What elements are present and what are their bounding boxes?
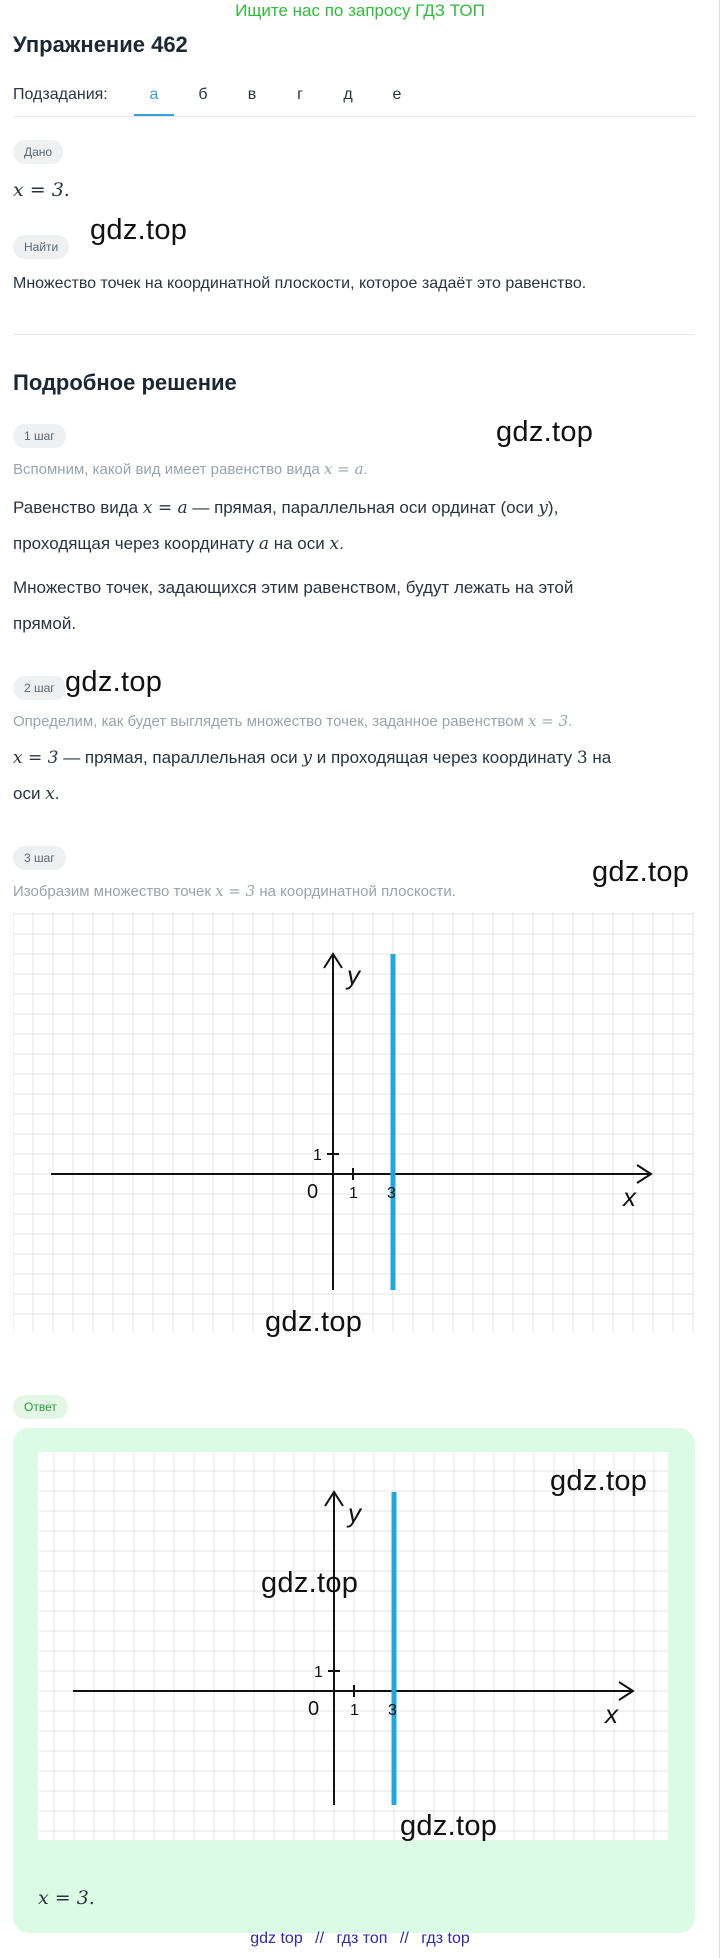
answer-chip: Ответ bbox=[13, 1395, 68, 1419]
y-axis-label: y bbox=[348, 1498, 361, 1528]
y-tick-label: 1 bbox=[313, 1147, 322, 1164]
watermark: gdz.top bbox=[400, 1810, 498, 1842]
x-tick-label: 1 bbox=[349, 1185, 358, 1202]
watermark: gdz.top bbox=[261, 1567, 359, 1599]
step1-paragraph2-line1: Множество точек, задающихся этим равенством, будут лежать на этой bbox=[13, 578, 574, 597]
top-banner: Ищите нас по запросу ГДЗ ТОП bbox=[235, 1, 485, 20]
step1-chip: 1 шаг bbox=[13, 424, 66, 448]
step1-hint: Вспомним, какой вид имеет равенство вида x = a. bbox=[13, 460, 368, 478]
page-title: Упражнение 462 bbox=[13, 32, 188, 57]
step1-paragraph1-line1: Равенство вида x = a — прямая, параллельная оси ординат (оси y), bbox=[13, 498, 559, 518]
solution-title: Подробное решение bbox=[13, 370, 237, 395]
step1-paragraph1-line2: проходящая через координату a на оси x. bbox=[13, 534, 344, 554]
given-chip: Дано bbox=[13, 140, 63, 164]
tab-e[interactable]: е bbox=[392, 86, 402, 103]
step3-hint: Изобразим множество точек x = 3 на координатной плоскости. bbox=[13, 882, 456, 900]
footer-link[interactable]: gdz top bbox=[250, 1930, 303, 1947]
coordinate-plane bbox=[13, 912, 695, 1332]
tab-b[interactable]: б bbox=[198, 86, 208, 103]
x-tick-label: 3 bbox=[388, 1702, 397, 1719]
watermark: gdz.top bbox=[496, 416, 594, 448]
watermark: gdz.top bbox=[265, 1306, 363, 1338]
given-expression: x = 3. bbox=[13, 179, 70, 201]
footer-link[interactable]: гдз топ bbox=[336, 1930, 388, 1947]
subtasks-bar bbox=[13, 86, 695, 117]
step2-paragraph-line2: оси x. bbox=[13, 784, 60, 804]
step2-chip: 2 шаг bbox=[13, 676, 66, 700]
origin-label: 0 bbox=[307, 1181, 319, 1203]
tab-v[interactable]: в bbox=[247, 86, 257, 103]
footer-links bbox=[0, 1930, 720, 1948]
footer-separator: // bbox=[315, 1930, 325, 1947]
subtasks-label: Подзадания: bbox=[13, 86, 108, 103]
find-chip: Найти bbox=[13, 235, 69, 259]
x-axis-label: x bbox=[623, 1182, 636, 1212]
watermark: gdz.top bbox=[592, 856, 690, 888]
footer-separator: // bbox=[399, 1930, 409, 1947]
step1-paragraph2-line2: прямой. bbox=[13, 614, 77, 633]
step3-chip: 3 шаг bbox=[13, 846, 66, 870]
section-divider bbox=[13, 334, 695, 335]
answer-expression: x = 3. bbox=[38, 1887, 95, 1909]
find-text: Множество точек на координатной плоскости, которое задаёт это равенство. bbox=[13, 275, 587, 292]
x-tick-label: 3 bbox=[387, 1185, 396, 1202]
step2-paragraph-line1: x = 3 — прямая, параллельная оси y и проходящая через координату 3 на bbox=[13, 748, 612, 768]
x-tick-label: 1 bbox=[350, 1702, 359, 1719]
answer-coordinate-plane bbox=[38, 1452, 668, 1840]
y-tick-label: 1 bbox=[314, 1664, 323, 1681]
watermark: gdz.top bbox=[65, 666, 163, 698]
tab-d[interactable]: д bbox=[343, 86, 353, 103]
footer-link[interactable]: гдз top bbox=[421, 1930, 470, 1947]
origin-label: 0 bbox=[308, 1698, 320, 1720]
step2-hint: Определим, как будет выглядеть множество точек, заданное равенством x = 3. bbox=[13, 712, 573, 730]
y-axis-label: y bbox=[347, 960, 360, 990]
watermark: gdz.top bbox=[550, 1465, 648, 1497]
tab-g[interactable]: г bbox=[297, 86, 303, 103]
watermark: gdz.top bbox=[90, 214, 188, 246]
tab-a[interactable]: а bbox=[134, 86, 174, 116]
x-axis-label: x bbox=[605, 1699, 618, 1729]
